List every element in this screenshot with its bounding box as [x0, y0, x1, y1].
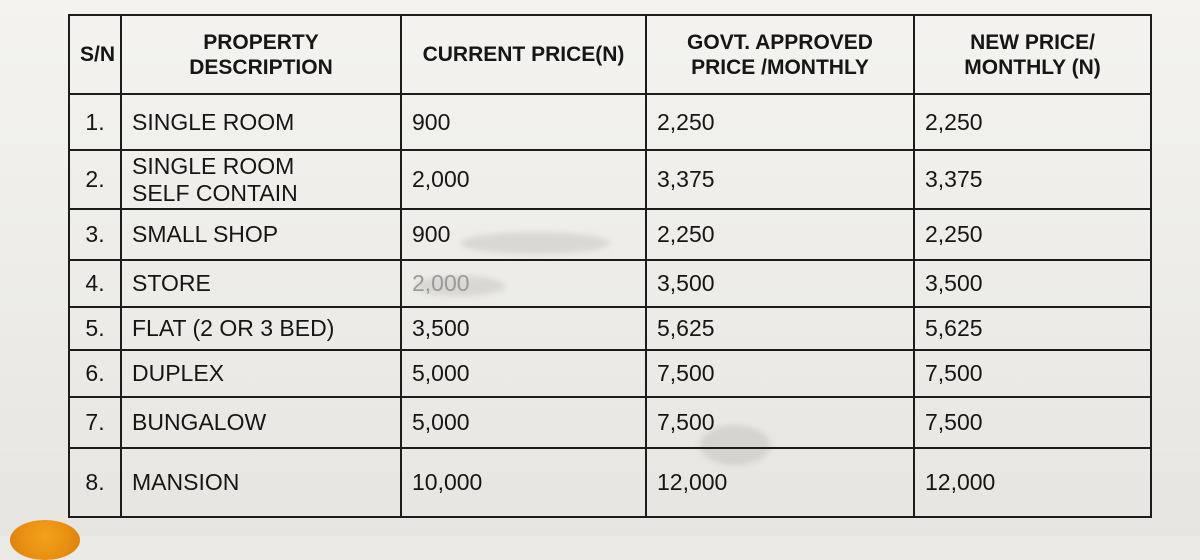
row-sn: 1.	[69, 94, 121, 150]
row-new-price: 2,250	[914, 209, 1151, 260]
row-govt-price: 2,250	[646, 209, 914, 260]
row-current-price: 5,000	[401, 350, 646, 397]
row-sn: 3.	[69, 209, 121, 260]
row-govt-price: 3,375	[646, 150, 914, 209]
row-govt-price: 2,250	[646, 94, 914, 150]
row-new-price: 5,625	[914, 307, 1151, 350]
row-description: BUNGALOW	[121, 397, 401, 448]
header-new-line2: MONTHLY (N)	[964, 55, 1101, 79]
header-current-price: CURRENT PRICE(N)	[401, 15, 646, 94]
header-description-line2: DESCRIPTION	[189, 55, 333, 79]
row-description	[121, 150, 401, 209]
row-sn: 5.	[69, 307, 121, 350]
header-govt-line2: PRICE /MONTHLY	[691, 55, 869, 79]
table-row	[69, 397, 1151, 448]
table-row	[69, 94, 1151, 150]
row-new-price: 2,250	[914, 94, 1151, 150]
row-govt-price: 7,500	[646, 397, 914, 448]
row-new-price: 3,500	[914, 260, 1151, 307]
row-sn: 2.	[69, 150, 121, 209]
table-row	[69, 307, 1151, 350]
row-new-price: 3,375	[914, 150, 1151, 209]
header-new-line1: NEW PRICE/	[970, 30, 1095, 54]
row-current-price: 2,000	[401, 150, 646, 209]
table-row	[69, 448, 1151, 517]
row-current-price: 10,000	[401, 448, 646, 517]
header-description	[121, 15, 401, 94]
row-description: SINGLE ROOM	[121, 94, 401, 150]
row-govt-price: 3,500	[646, 260, 914, 307]
row-description: MANSION	[121, 448, 401, 517]
row-current-price: 3,500	[401, 307, 646, 350]
row-current-price: 900	[401, 209, 646, 260]
row-new-price: 12,000	[914, 448, 1151, 517]
row-govt-price: 5,625	[646, 307, 914, 350]
header-new-price	[914, 15, 1151, 94]
row-new-price: 7,500	[914, 397, 1151, 448]
row-sn: 8.	[69, 448, 121, 517]
row-govt-price: 12,000	[646, 448, 914, 517]
row-description: SMALL SHOP	[121, 209, 401, 260]
row-description-line1: SINGLE ROOM	[132, 152, 295, 179]
row-description-line2: SELF CONTAIN	[132, 179, 298, 206]
row-description: DUPLEX	[121, 350, 401, 397]
orange-object	[10, 520, 80, 560]
row-sn: 7.	[69, 397, 121, 448]
table-row	[69, 260, 1151, 307]
row-govt-price: 7,500	[646, 350, 914, 397]
row-description: FLAT (2 OR 3 BED)	[121, 307, 401, 350]
row-new-price: 7,500	[914, 350, 1151, 397]
table-row	[69, 209, 1151, 260]
row-current-price: 2,000	[401, 260, 646, 307]
row-current-price: 5,000	[401, 397, 646, 448]
table-row	[69, 350, 1151, 397]
row-current-price: 900	[401, 94, 646, 150]
table-row	[69, 150, 1151, 209]
header-sn: S/N	[69, 15, 121, 94]
price-table	[68, 14, 1152, 518]
row-sn: 4.	[69, 260, 121, 307]
header-row	[69, 15, 1151, 94]
header-govt-approved	[646, 15, 914, 94]
row-sn: 6.	[69, 350, 121, 397]
header-description-line1: PROPERTY	[203, 30, 319, 54]
header-govt-line1: GOVT. APPROVED	[687, 30, 873, 54]
row-description: STORE	[121, 260, 401, 307]
